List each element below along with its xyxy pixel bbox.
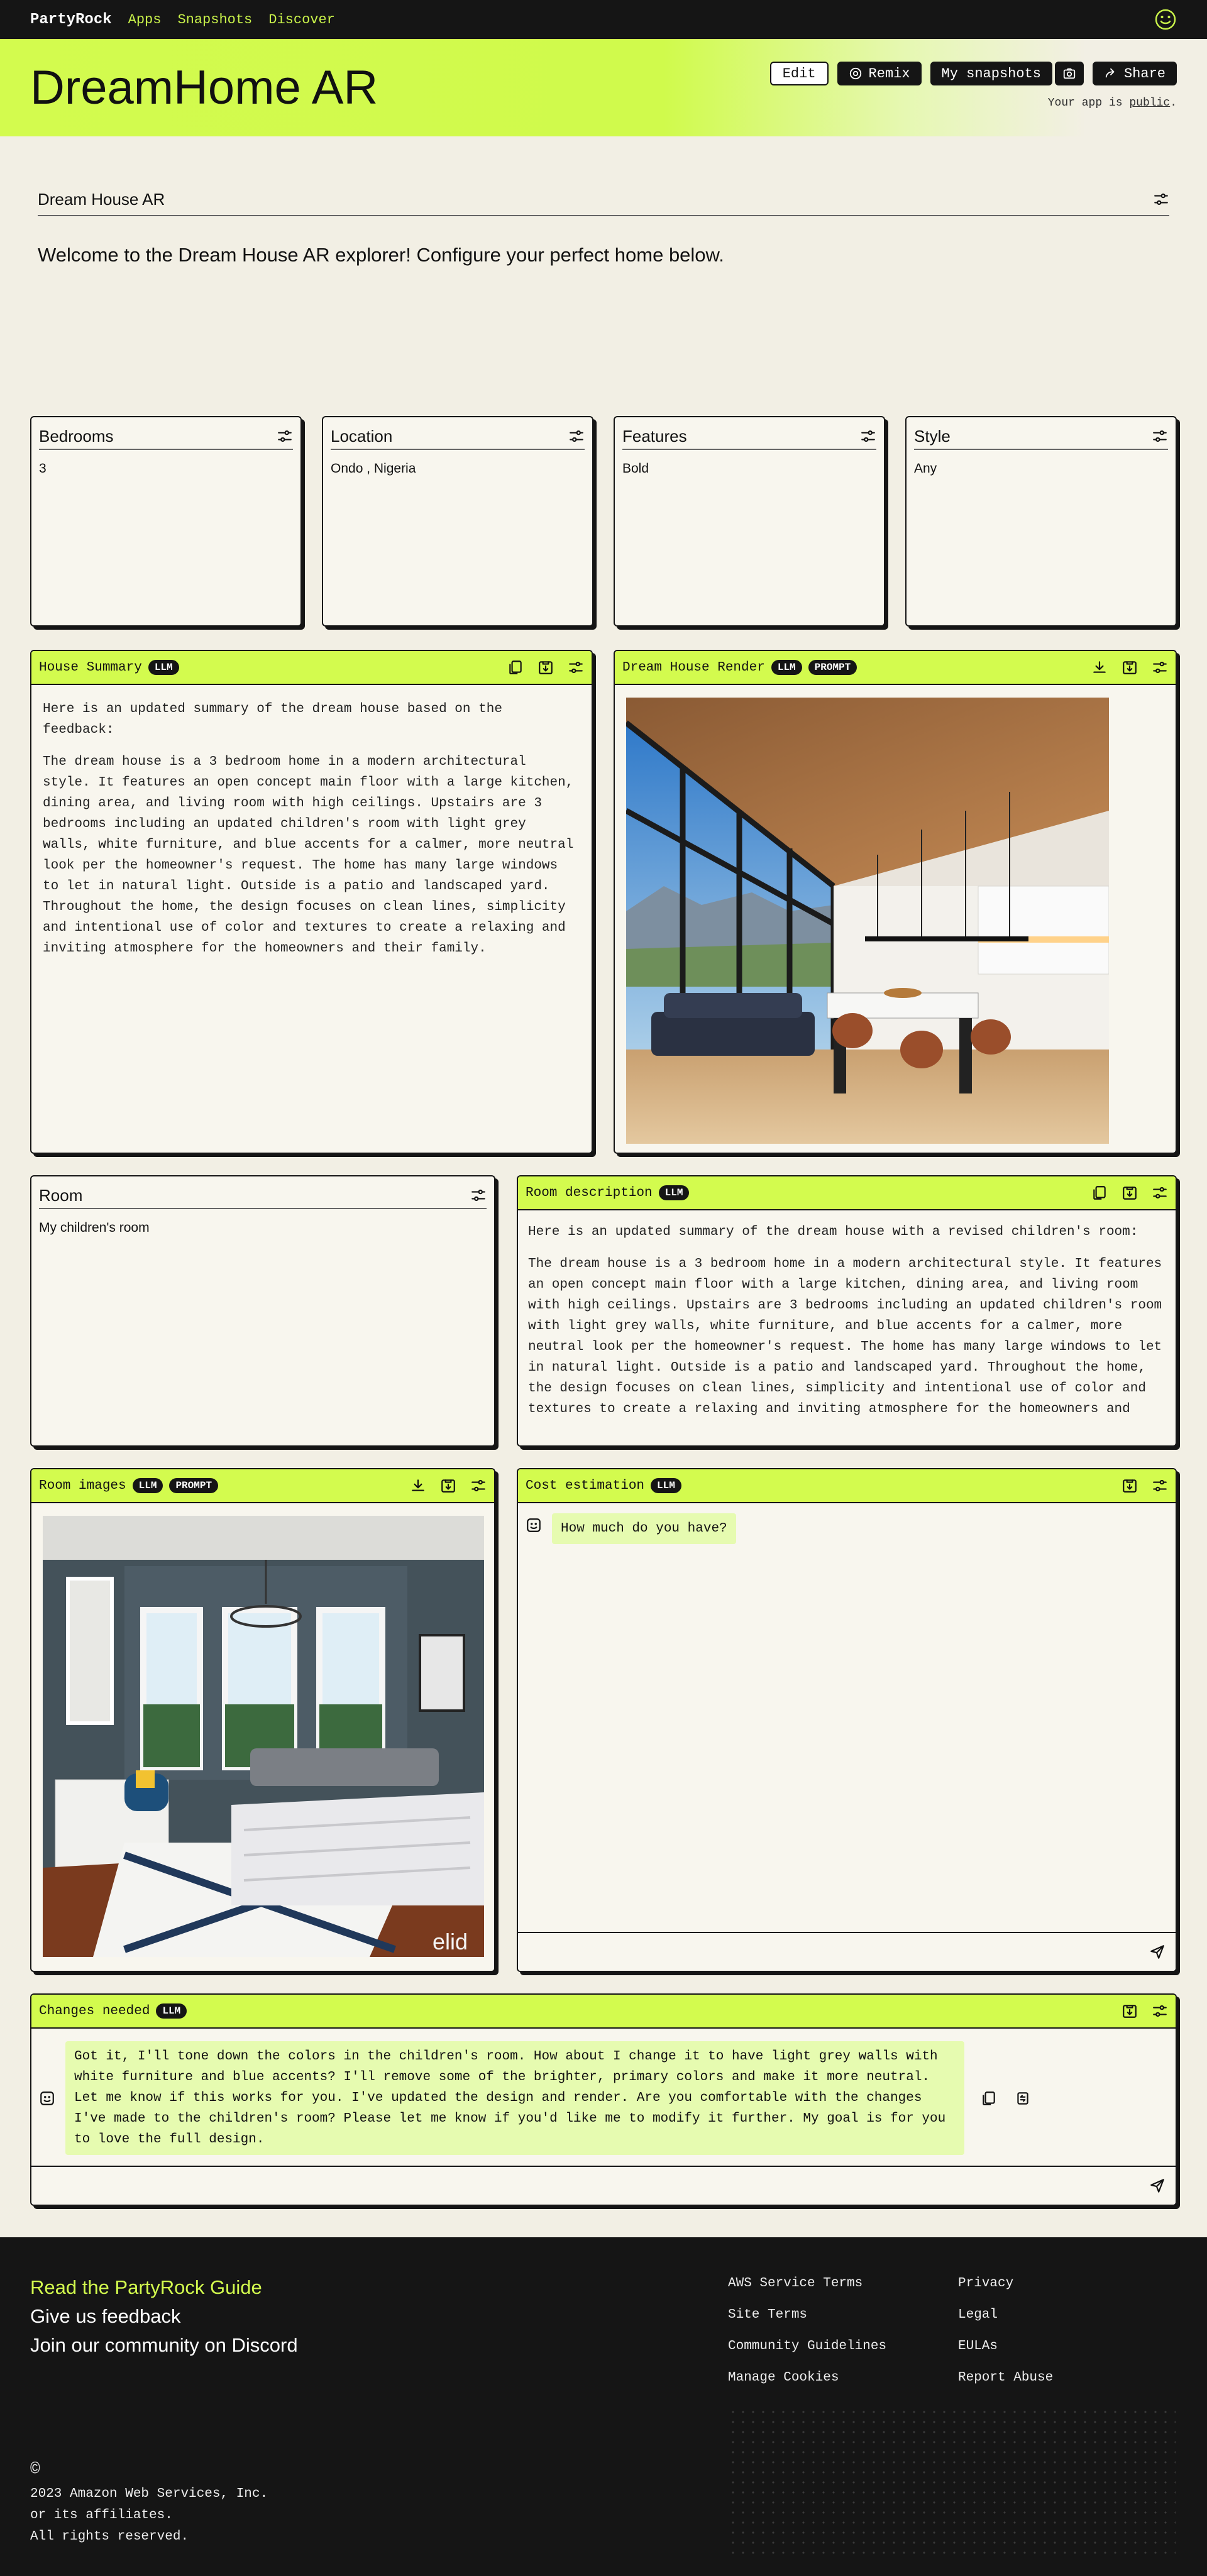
widget-output: Here is an updated summary of the dream house based on the feedback: The dream house is a 3 bedroom home in a modern architectural style. It features an open concept main floor with a large kitchen, dining area, and living room with high ceilings. Upstairs are 3 bedrooms including an updated children's room with light grey walls, white furniture, and blue accents for a calmer, more neutral look per the homeowner's request. The home has many large windows to let in natural light. Outside is a patio and landscaped yard. Throughout the home, the design focuses on clean lines, simplicity and intentional use of color and textures to create a relaxing and inviting atmosphere for the homeowners and their family. xyxy=(43,702,574,956)
footer-link-legal[interactable]: Legal xyxy=(958,2308,998,2322)
footer-guide-link[interactable]: Read the PartyRock Guide xyxy=(30,2276,262,2298)
share-label: Share xyxy=(1123,65,1166,82)
widget-title: House Summary xyxy=(39,660,142,675)
widget-title: Changes needed xyxy=(39,2003,150,2019)
download-icon[interactable] xyxy=(1091,659,1108,676)
chat-input-field[interactable] xyxy=(518,1932,1176,1971)
snapshots-group xyxy=(930,62,1084,85)
llm-badge: LLM xyxy=(133,1478,163,1493)
settings-sliders-icon[interactable] xyxy=(1152,428,1168,444)
footer-dot-pattern xyxy=(728,2407,1176,2558)
footer-discord-link[interactable]: Join our community on Discord xyxy=(30,2334,298,2356)
input-value[interactable]: 3 xyxy=(39,461,47,476)
user-avatar-icon[interactable] xyxy=(1154,8,1177,31)
cost-estimation-widget xyxy=(517,1468,1177,1972)
settings-sliders-icon[interactable] xyxy=(568,659,584,676)
copy-icon[interactable] xyxy=(507,659,524,676)
bot-avatar-icon xyxy=(526,1517,542,1533)
snapshot-camera-button[interactable] xyxy=(1055,62,1084,85)
chat-bubble: How much do you have? xyxy=(552,1513,736,1544)
save-icon[interactable] xyxy=(1122,659,1138,676)
input-card-style[interactable] xyxy=(905,416,1177,627)
llm-badge: LLM xyxy=(659,1185,690,1200)
copy-icon[interactable] xyxy=(1091,1185,1108,1201)
widget-title: Room images xyxy=(39,1478,126,1493)
input-card-bedrooms[interactable] xyxy=(30,416,302,627)
app-title: DreamHome AR xyxy=(30,61,378,114)
prompt-badge: PROMPT xyxy=(169,1478,218,1493)
nav-link-snapshots[interactable]: Snapshots xyxy=(177,11,253,28)
house-summary-widget xyxy=(30,650,593,1154)
changes-needed-widget xyxy=(30,1993,1177,2206)
remix-button[interactable] xyxy=(837,62,922,85)
intro-title: Dream House AR xyxy=(38,189,165,209)
prompt-badge: PROMPT xyxy=(808,660,857,675)
nav-link-discover[interactable]: Discover xyxy=(268,11,335,28)
card-title: Style xyxy=(914,426,951,446)
widget-output: Here is an updated summary of the dream house with a revised children's room: The dream house is a 3 bedroom home in a modern architectural style. It features an open concept main floor with a large kitchen, dining area, and living room with high ceilings. Upstairs are 3 bedrooms including an updated children's room with light grey walls, white furniture, and blue accents for a calmer, more neutral look per the homeowner's request. The home has many large windows to let in natural light. Outside is a patio and landscaped yard. Throughout the home, the design focuses on clean lines, simplicity and intentional use of color and textures to create a relaxing and inviting atmosphere for the homeowners and xyxy=(528,1225,1162,1417)
footer-link-report-abuse[interactable]: Report Abuse xyxy=(958,2370,1054,2385)
share-arrow-icon xyxy=(1104,67,1118,80)
card-title: Location xyxy=(331,426,393,446)
intro-widget-header xyxy=(38,184,1169,216)
save-icon[interactable] xyxy=(1122,1477,1138,1494)
settings-sliders-icon[interactable] xyxy=(1152,2003,1168,2019)
card-title: Features xyxy=(622,426,687,446)
settings-sliders-icon[interactable] xyxy=(860,428,876,444)
top-nav xyxy=(0,0,1207,39)
footer xyxy=(0,2237,1207,2576)
room-render-image[interactable] xyxy=(43,1516,484,1957)
input-value[interactable]: Any xyxy=(914,461,937,476)
chat-message xyxy=(518,1503,1176,1554)
input-value[interactable]: My children's room xyxy=(39,1220,150,1235)
edit-button[interactable]: Edit xyxy=(770,62,829,85)
footer-link-privacy[interactable]: Privacy xyxy=(958,2276,1014,2291)
camera-icon xyxy=(1062,67,1076,80)
bot-avatar-icon xyxy=(39,2090,55,2107)
intro-welcome-text: Welcome to the Dream House AR explorer! Configure your perfect home below. xyxy=(38,244,724,266)
footer-link-aws-terms[interactable]: AWS Service Terms xyxy=(728,2276,863,2291)
remix-icon xyxy=(849,67,863,80)
nav-link-apps[interactable]: Apps xyxy=(128,11,162,28)
footer-link-eulas[interactable]: EULAs xyxy=(958,2339,998,2354)
save-icon[interactable] xyxy=(440,1477,456,1494)
widget-title: Room description xyxy=(526,1185,653,1200)
settings-sliders-icon[interactable] xyxy=(277,428,293,444)
image-watermark: elid xyxy=(433,1929,468,1954)
my-snapshots-button[interactable]: My snapshots xyxy=(930,62,1052,85)
card-title: Bedrooms xyxy=(39,426,114,446)
remix-label: Remix xyxy=(868,65,910,82)
input-card-room[interactable] xyxy=(30,1175,495,1447)
copyright: © 2023 Amazon Web Services, Inc. or its affiliates. All rights reserved. xyxy=(30,2460,268,2544)
input-card-features[interactable] xyxy=(614,416,885,627)
settings-sliders-icon[interactable] xyxy=(1153,191,1169,207)
settings-sliders-icon[interactable] xyxy=(470,1477,487,1494)
settings-sliders-icon[interactable] xyxy=(1152,659,1168,676)
share-button[interactable] xyxy=(1093,62,1177,85)
llm-badge: LLM xyxy=(771,660,802,675)
save-icon[interactable] xyxy=(1122,1185,1138,1201)
footer-link-community-guidelines[interactable]: Community Guidelines xyxy=(728,2339,887,2354)
app-header xyxy=(0,39,1207,136)
card-title: Room xyxy=(39,1185,83,1205)
header-actions xyxy=(770,62,1177,85)
input-value[interactable]: Ondo , Nigeria xyxy=(331,461,416,476)
send-icon[interactable] xyxy=(1149,2178,1166,2194)
download-icon[interactable] xyxy=(410,1477,426,1494)
chat-bubble: Got it, I'll tone down the colors in the children's room. How about I change it to have light grey walls with white furniture and blue accents? I'll remove some of the brighter, primary colors and make it more neutral. Let me know if this works for you. I've updated the design and render. Are you comfortable with the changes I've made to the children's room? Please let me know if you'd like me to modify it further. My goal is for you to love the full design. xyxy=(65,2041,964,2155)
footer-feedback-link[interactable]: Give us feedback xyxy=(30,2305,181,2327)
settings-sliders-icon[interactable] xyxy=(1152,1477,1168,1494)
llm-badge: LLM xyxy=(156,2003,187,2019)
input-value[interactable]: Bold xyxy=(622,461,649,476)
send-icon[interactable] xyxy=(1149,1944,1166,1960)
widget-title: Cost estimation xyxy=(526,1478,645,1493)
copy-icon[interactable] xyxy=(981,2090,997,2107)
input-card-location[interactable] xyxy=(322,416,593,627)
footer-link-site-terms[interactable]: Site Terms xyxy=(728,2308,808,2322)
settings-sliders-icon[interactable] xyxy=(470,1187,487,1203)
llm-badge: LLM xyxy=(651,1478,681,1493)
chat-input-field[interactable] xyxy=(31,2166,1176,2205)
widget-title: Dream House Render xyxy=(622,660,765,675)
settings-sliders-icon[interactable] xyxy=(568,428,585,444)
visibility-note: Your app is public. xyxy=(1047,97,1177,109)
house-render-image[interactable] xyxy=(626,698,1109,1144)
save-icon[interactable] xyxy=(1122,2003,1138,2019)
chat-message xyxy=(31,2029,1176,2168)
llm-badge: LLM xyxy=(148,660,179,675)
room-description-widget xyxy=(517,1175,1177,1447)
settings-sliders-icon[interactable] xyxy=(1152,1185,1168,1201)
save-icon[interactable] xyxy=(537,659,554,676)
footer-link-manage-cookies[interactable]: Manage Cookies xyxy=(728,2370,839,2385)
public-link[interactable]: public xyxy=(1129,97,1171,109)
regenerate-icon[interactable] xyxy=(1015,2090,1031,2107)
brand-logo[interactable]: PartyRock xyxy=(30,11,112,28)
room-images-widget xyxy=(30,1468,495,1972)
dream-house-render-widget xyxy=(614,650,1177,1154)
